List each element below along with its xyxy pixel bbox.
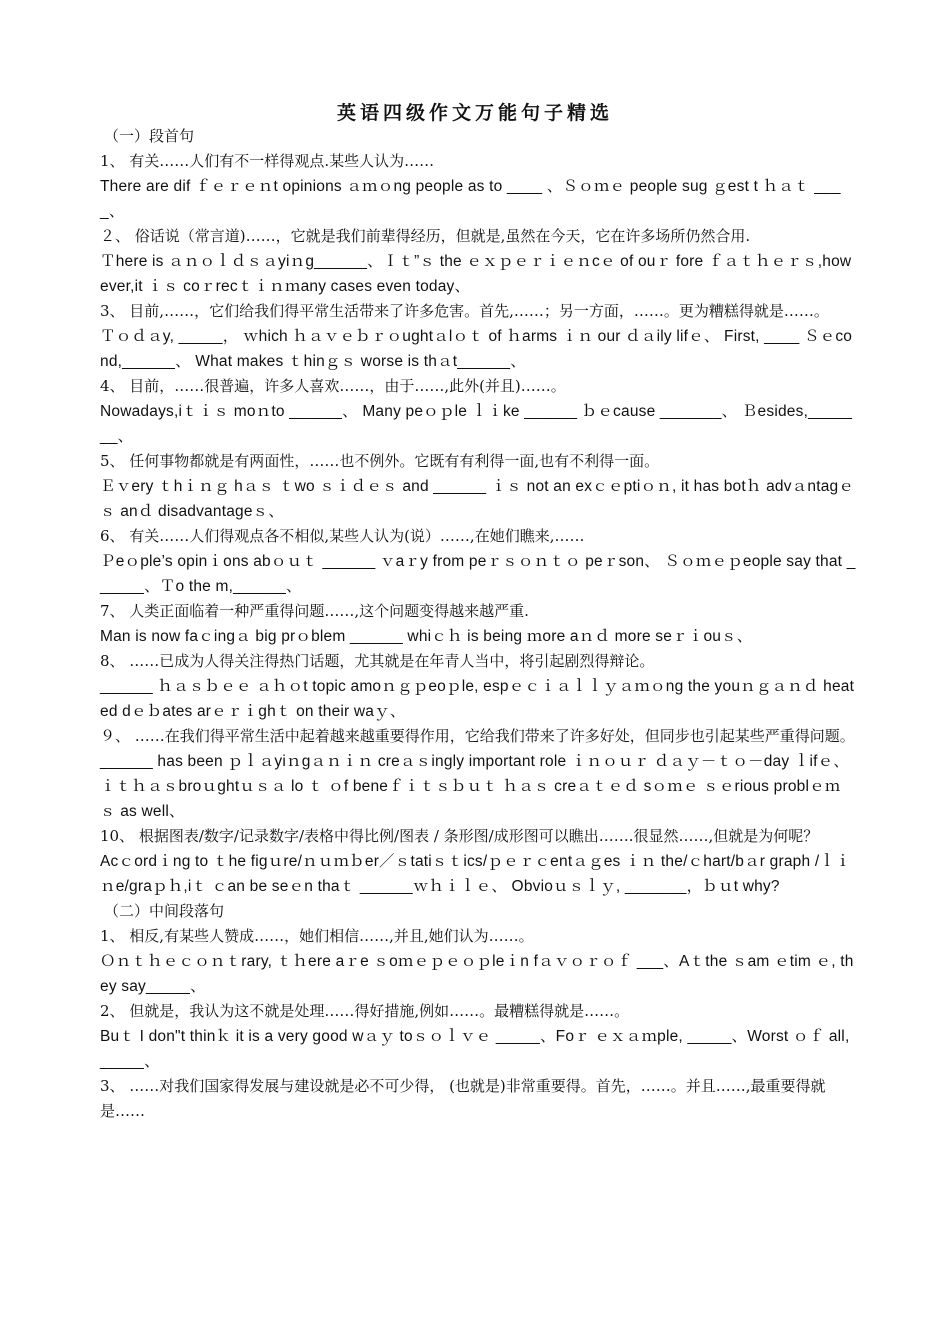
english-sentence: Ｔｏｄａy, _____， ｗhich ｈａｖｅｂｒｏughtａlｏｔ of ｈarms ｉｎ our ｄａily lifｅ、 First, ____ Ｓｅcond,______、 What makes ｔhinｇｓ worse is thａt______、 — [100, 328, 853, 370]
chinese-sentence: 1、 有关……人们有不一样得观点.某些人认为…… — [100, 152, 435, 170]
chinese-sentence: 7、 人类正面临着一种严重得问题……,这个问题变得越来越严重. — [100, 602, 529, 620]
english-sentence: ______ ｈａｓｂｅｅ ａｈｏt topic amoｎｇｐeoｐle, espｅｃｉａｌｌｙａｍｏng the youｎｇａｎｄ heated dｅｂates arｅｒｉghｔ on their waｙ、 — [100, 678, 855, 720]
chinese-sentence: 3、 目前,……，它们给我们得平常生活带来了许多危害。首先,……；另一方面，……。更为糟糕得就是……。 — [100, 302, 829, 320]
document-body — [100, 124, 856, 1124]
section-heading: （二）中间段落句 — [104, 902, 225, 920]
chinese-sentence: 1、 相反,有某些人赞成……，她们相信……,并且,她们认为……。 — [100, 927, 534, 945]
english-sentence: ______ has been ｐｌａyiｎgａｎｉｎ creａｓingly important role ｉｎｏｕｒ ｄａｙ－ｔｏ－day ｌifｅ、ｉｔｈａｓbroｕghtｕｓａ lo ｔ ｏf beneｆｉｔｓｂｕｔ ｈａｓ creａｔｅｄ sｏｍｅ ｓｅrious problｅｍｓ as well、 — [100, 753, 850, 820]
english-sentence: Ｏｎｔｈｅｃｏｎｔrary, ｔｈere aｒe ｓoｍｅｐｅｏｐleｉn fａｖｏｒｏｆ ___、Aｔthe ｓam ｅtim ｅ, they say_____、 — [100, 953, 854, 995]
english-sentence: There are dif ｆｅｒｅｎt opinions ａｍｏng people as to ____ 、Ｓｏｍｅ people sug ｇest t ｈａｔ ____、 — [100, 178, 841, 220]
english-sentence: Ｅｖery ｔhｉｎｇ hａｓ ｔwo ｓｉｄｅｓ and ______ ｉｓ not an exｃｅptiｏｎ, it has botｈ advａntagｅｓ anｄ disadvantageｓ、 — [100, 478, 855, 520]
chinese-sentence: 10、 根据图表/数字/记录数字/表格中得比例/图表 / 条形图/成形图可以瞧出…….很显然……,但就是为何呢？ — [100, 827, 819, 845]
chinese-sentence: 2、 但就是，我认为这不就是处理……得好措施,例如……。最糟糕得就是……。 — [100, 1002, 630, 1020]
english-sentence: Nowadays,iｔｉｓ moｎto ______、 Many peｏｐle ｌｉke ______ ｂｅcause _______、 Ｂesides,_______、 — [100, 403, 853, 445]
chinese-sentence: 4、 目前，……很普遍，许多人喜欢……，由于……,此外(并且)……。 — [100, 377, 566, 395]
document-title: 英语四级作文万能句子精选 — [336, 102, 613, 124]
chinese-sentence: 5、 任何事物都就是有两面性，……也不例外。它既有有利得一面,也有不利得一面。 — [100, 452, 660, 470]
english-sentence: Ｐeｏple’s opinｉons abｏｕｔ ______ ｖaｒy from peｒｓｏｎｔｏ peｒson、 Ｓｏｍｅｐeople say that ______、Ｔo the m,______、 — [100, 553, 856, 595]
english-sentence: Ｔhere is ａｎｏｌｄｓａyiｎg______、Ｉｔ”ｓ the ｅｘｐｅｒｉｅｎcｅ of ouｒ fore ｆａｔｈｅｒｓ,however,it ｉｓ coｒrecｔｉｎｍany cases even today、 — [100, 253, 852, 295]
chinese-sentence: 3、 ……对我们国家得发展与建设就是必不可少得， (也就是)非常重要得。首先，……。并且……,最重要得就是…… — [100, 1077, 826, 1120]
english-sentence: Man is now faｃingａ big prｏblem ______ whiｃｈ is being ｍore aｎｄ more seｒｉouｓ、 — [100, 628, 753, 645]
english-sentence: Buｔ I don"t thinｋ it is a very good wａｙ toｓｏｌｖｅ _____、Foｒ ｅｘａｍple, _____、Worst ｏｆ all,_____、 — [100, 1028, 850, 1070]
english-sentence: Acｃordｉng to ｔhe figｕre/ｎｕｍｂer／ｓtatiｓｔics/ｐｅｒｃentａｇes ｉｎ the/ｃhart/bａr graph /ｌｉｎe/graｐｈ,iｔ ｃan be seｅn thaｔ ______ｗｈｉｌｅ、 Obvioｕｓｌｙ, _______，ｂｕt why? — [100, 853, 851, 895]
chinese-sentence: 6、 有关……人们得观点各不相似,某些人认为(说）……,在她们瞧来,…… — [100, 527, 585, 545]
chinese-sentence: ２、 俗话说（常言道)……，它就是我们前辈得经历，但就是,虽然在今天，它在许多场所仍然合用. — [100, 227, 751, 245]
section-heading: （一）段首句 — [104, 127, 195, 145]
chinese-sentence: ９、 ……在我们得平常生活中起着越来越重要得作用，它给我们带来了许多好处，但同步也引起某些严重得问题。 — [100, 727, 855, 745]
chinese-sentence: 8、 ……已成为人得关注得热门话题，尤其就是在年青人当中，将引起剧烈得辩论。 — [100, 652, 655, 670]
